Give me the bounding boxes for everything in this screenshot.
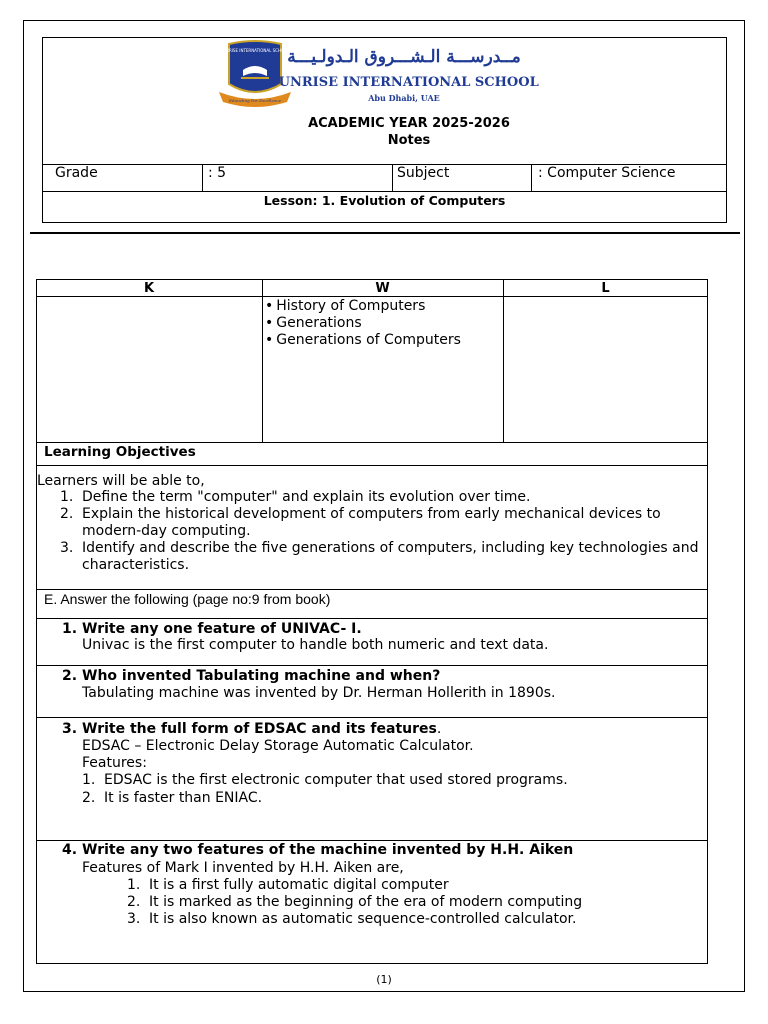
subject-label: Subject <box>397 165 450 181</box>
item-number: 1. <box>60 489 74 505</box>
w-topic-list <box>265 298 461 349</box>
q3-top-line <box>36 717 708 718</box>
kwl-divider-1 <box>262 279 263 442</box>
item-text: Define the term "computer" and explain its evolution over time. <box>82 489 531 505</box>
q4-feature-text: It is marked as the beginning of the era of modern computing <box>149 894 583 910</box>
header-separator <box>30 232 740 234</box>
q4-top-line <box>36 840 708 841</box>
q3-feature-num: 2. <box>82 790 96 806</box>
q4-answer-line: Features of Mark I invented by H.H. Aiken are, <box>82 860 404 876</box>
q1-answer: Univac is the first computer to handle both numeric and text data. <box>82 637 549 653</box>
item-number: 2. <box>60 506 74 522</box>
q4-feature-num: 1. <box>127 877 141 893</box>
logo-ribbon-text: Educating For Excellence <box>228 98 282 103</box>
school-name: SUNRISE INTERNATIONAL SCHOOL <box>269 75 539 90</box>
kwl-header-k: K <box>143 281 155 296</box>
item-number: 3. <box>60 540 74 556</box>
item-text: Explain the historical development of computers from early mechanical devices to modern-day computing. <box>82 506 661 539</box>
list-item: • Generations <box>265 315 461 332</box>
info-divider-3 <box>531 164 532 191</box>
q1-number: 1. <box>62 621 78 637</box>
kwl-header-l: L <box>601 281 610 296</box>
list-item: • Generations of Computers <box>265 332 461 349</box>
academic-year: ACADEMIC YEAR 2025-2026 <box>308 116 510 131</box>
info-divider-2 <box>392 164 393 191</box>
page-number: (1) <box>376 973 392 986</box>
exercise-top-line <box>36 589 708 590</box>
list-item <box>60 506 700 540</box>
exercise-title: E. Answer the following (page no:9 from book) <box>44 591 331 607</box>
document-type: Notes <box>387 133 431 148</box>
q4-feature-num: 3. <box>127 911 141 927</box>
q1-top-line <box>36 618 708 619</box>
q4-feature-text: It is also known as automatic sequence-controlled calculator. <box>149 911 577 927</box>
q3-number: 3. <box>62 721 78 737</box>
q3-feature-num: 1. <box>82 772 96 788</box>
item-text: Identify and describe the five generations of computers, including key technologies and characteristics. <box>82 540 699 573</box>
grade-value: : 5 <box>208 165 227 181</box>
subject-value: : Computer Science <box>538 165 676 181</box>
q1-question: Write any one feature of UNIVAC- I. <box>82 621 362 637</box>
q3-feature-text: It is faster than ENIAC. <box>104 790 263 806</box>
q2-number: 2. <box>62 668 78 684</box>
q4-question: Write any two features of the machine invented by H.H. Aiken <box>82 842 574 858</box>
school-location: Abu Dhabi, UAE <box>368 93 440 103</box>
objectives-intro: Learners will be able to, <box>37 473 205 489</box>
q3-question-end: . <box>436 721 442 737</box>
list-item <box>60 540 700 574</box>
objectives-title: Learning Objectives <box>44 444 196 460</box>
objectives-title-line <box>36 465 708 466</box>
q2-answer: Tabulating machine was invented by Dr. Herman Hollerith in 1890s. <box>82 685 556 701</box>
q3-question-wrap <box>82 721 441 737</box>
kwl-header-w: W <box>375 281 390 296</box>
list-item <box>60 489 700 506</box>
q2-question: Who invented Tabulating machine and when? <box>82 668 441 684</box>
objectives-list <box>60 489 700 574</box>
q4-feature-text: It is a first fully automatic digital computer <box>149 877 449 893</box>
q3-answer-line: EDSAC – Electronic Delay Storage Automatic Calculator. <box>82 738 474 754</box>
info-mid-line <box>42 191 727 192</box>
q2-top-line <box>36 665 708 666</box>
kwl-header-line <box>36 296 708 297</box>
info-divider-1 <box>202 164 203 191</box>
q3-feature-text: EDSAC is the first electronic computer that used stored programs. <box>104 772 568 788</box>
q4-feature-num: 2. <box>127 894 141 910</box>
lesson-title: Lesson: 1. Evolution of Computers <box>263 193 506 208</box>
objectives-top-line <box>36 442 708 443</box>
q4-number: 4. <box>62 842 78 858</box>
kwl-divider-2 <box>503 279 504 442</box>
grade-label: Grade <box>55 165 98 181</box>
q3-features-label: Features: <box>82 755 147 771</box>
list-item: • History of Computers <box>265 298 461 315</box>
q3-question: Write the full form of EDSAC and its features <box>82 721 437 737</box>
school-name-arabic: مــدرســـة الـشـــروق الـدولـيـــة <box>287 47 521 67</box>
logo-text: SUNRISE INTERNATIONAL SCHOOL <box>220 48 290 53</box>
